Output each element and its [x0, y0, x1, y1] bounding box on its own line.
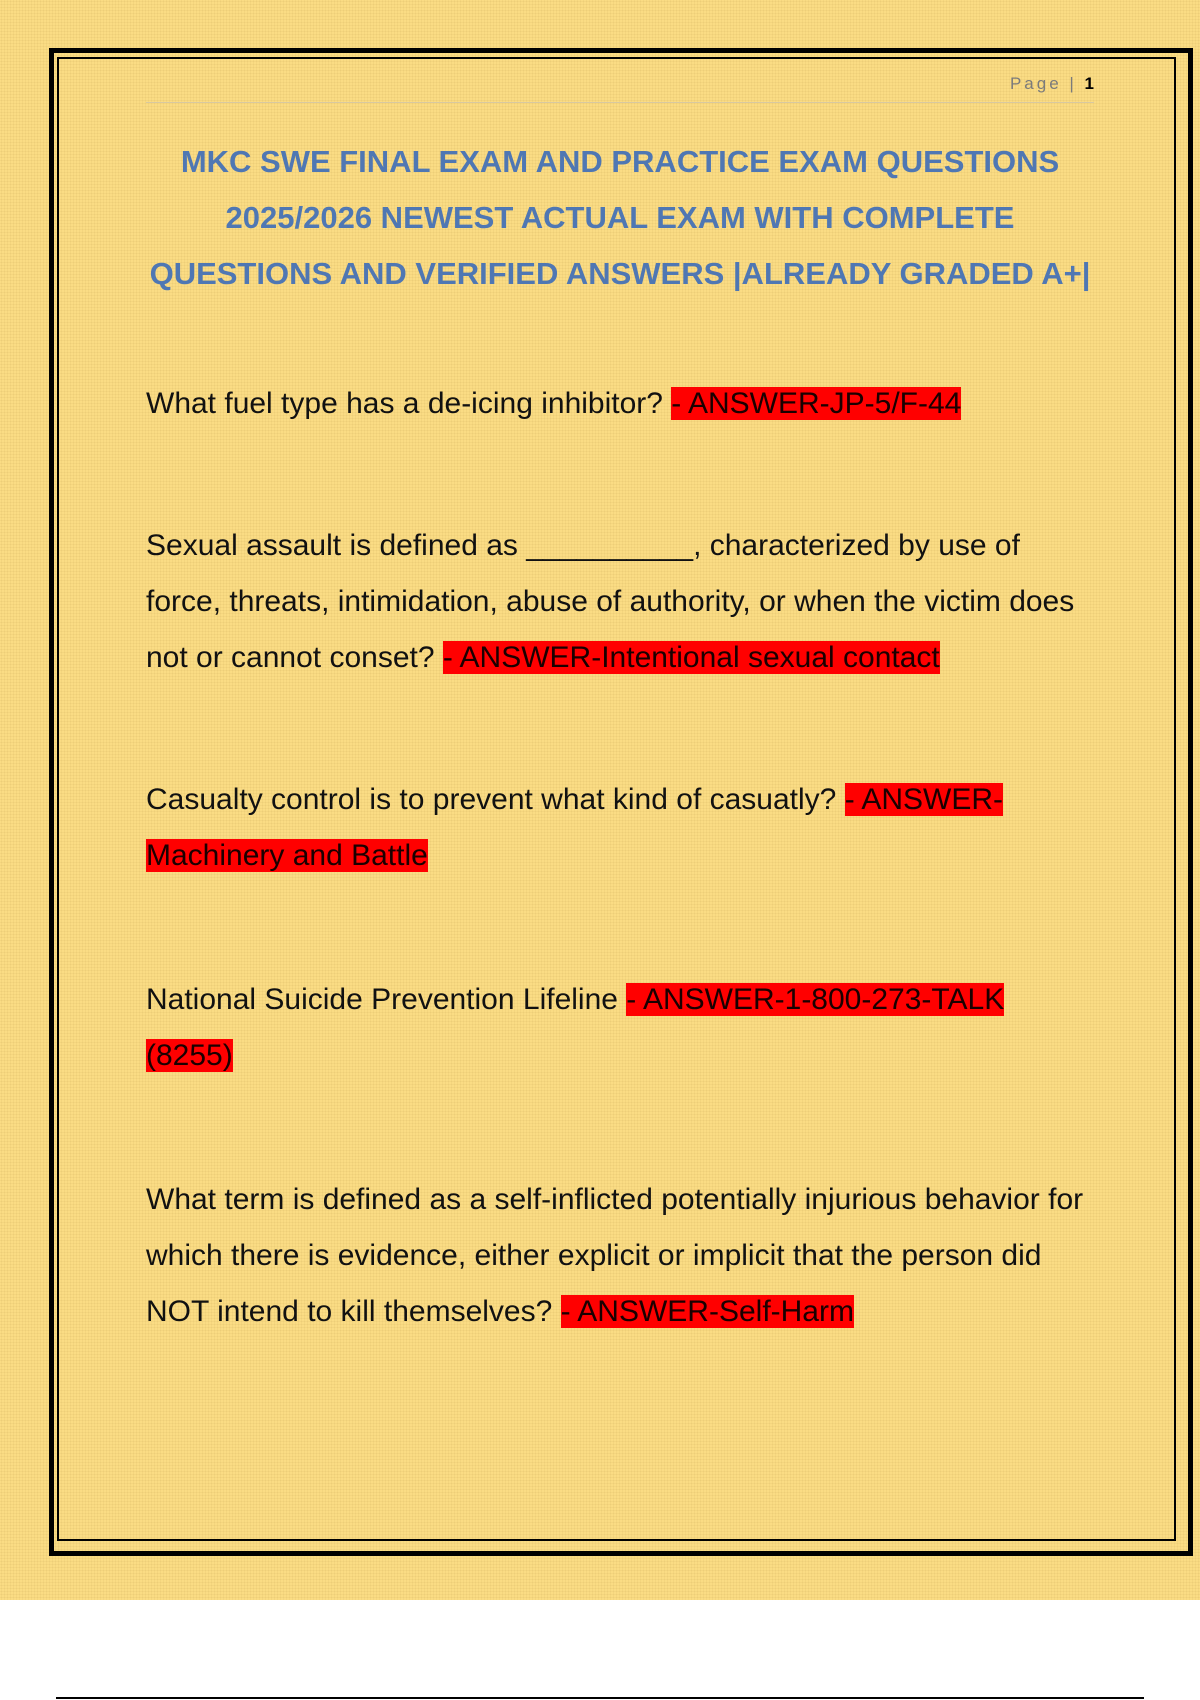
- document-title: MKC SWE FINAL EXAM AND PRACTICE EXAM QUESTIONS 2025/2026 NEWEST ACTUAL EXAM WITH COMPLETE QUESTIONS AND VERIFIED ANSWERS |ALREADY GRADED A+|: [149, 144, 1091, 291]
- page-label: Page: [1009, 74, 1062, 93]
- qa-item-4: [146, 972, 1090, 1084]
- question-text: National Suicide Prevention Lifeline: [146, 983, 627, 1016]
- question-text: What fuel type has a de-icing inhibitor?: [146, 387, 672, 420]
- page-header: Page | 1: [146, 74, 1094, 103]
- page-number: 1: [1084, 74, 1094, 93]
- answer-highlight: - ANSWER-Intentional sexual contact: [442, 641, 940, 674]
- question-text: What term is defined as a self-inflicted potentially injurious behavior for which there is evidence, either explicit or implicit that the person did NOT intend to kill themselves?: [146, 1183, 1084, 1328]
- answer-highlight: - ANSWER-1-800-273-TALK (8255): [146, 983, 1005, 1072]
- qa-item-3: [146, 772, 1090, 884]
- footer-divider: [56, 1697, 1144, 1699]
- answer-highlight: - ANSWER-Self-Harm: [560, 1295, 854, 1328]
- answer-highlight: - ANSWER-Machinery and Battle: [146, 783, 1004, 872]
- qa-item-1: [146, 376, 1090, 432]
- answer-highlight: - ANSWER-JP-5/F-44: [671, 387, 962, 420]
- question-text: Sexual assault is defined as __________, characterized by use of force, threats, intimidation, abuse of authority, or when the victim does not or cannot conset?: [146, 529, 1075, 674]
- qa-item-2: [146, 518, 1090, 686]
- qa-item-5: [146, 1172, 1090, 1340]
- question-text: Casualty control is to prevent what kind of casuatly?: [146, 783, 845, 816]
